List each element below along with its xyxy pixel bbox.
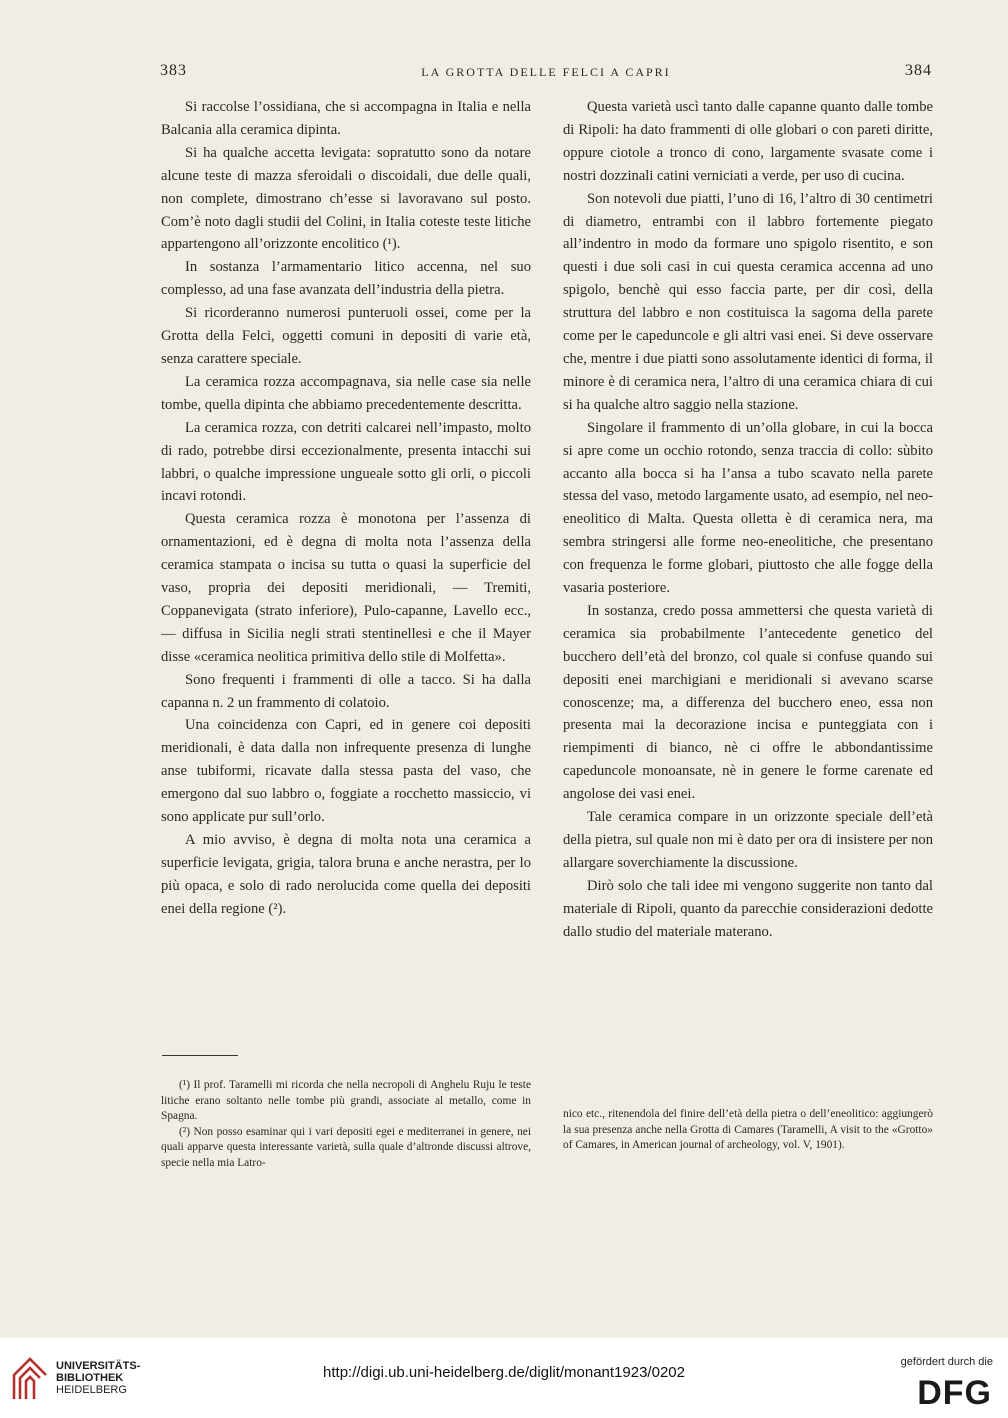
footnotes-right xyxy=(563,1107,933,1154)
footnote: (²) Non posso esaminar qui i vari depositi egei e mediterranei in genere, nei quali apparve questa interessante varietà, sulla quale d’altronde discussi altrove, specie nella mia Latro- xyxy=(161,1125,531,1169)
institution-line: BIBLIOTHEK xyxy=(56,1372,124,1384)
dfg-logo: DFG xyxy=(917,1374,992,1412)
paragraph: In sostanza, credo possa ammettersi che questa varietà di ceramica sia probabilmente l’antecedente genetico del bucchero dell’età del bronzo, col quale si confuse quando sui depositi enei marchigiani e meridionali si avevano scarse conoscenze; ma, a differenza del bucchero eneo, essa non presenta mai la decorazione incisa e punteggiata con i riempimenti di bianco, nè ci offre le abbondantissime capeduncole monoansate, nè in genere le forme carenate ed angolose dei vasi enei. xyxy=(563,602,933,803)
footnotes-left xyxy=(161,1078,531,1172)
institution-line: HEIDELBERG xyxy=(56,1384,127,1396)
page-number-left: 383 xyxy=(160,62,187,79)
document-url-link[interactable]: http://digi.ub.uni-heidelberg.de/diglit/monant1923/0202 xyxy=(323,1364,685,1381)
page-number-right: 384 xyxy=(905,62,932,79)
paragraph: Una coincidenza con Capri, ed in genere coi depositi meridionali, è data dalla non infrequente presenza di lunghe anse tubiformi, ricavate dalla stessa pasta del vaso, che emergono dal suo labbro o, foggiate a rocchetto massiccio, vi sono applicate pur sull’orlo. xyxy=(161,717,531,826)
paragraph: Tale ceramica compare in un orizzonte speciale dell’età della pietra, sul quale non mi è dato per ora di insistere per non allargare soverchiamente la discussione. xyxy=(563,809,933,871)
right-column xyxy=(563,96,933,944)
funding-note: gefördert durch die xyxy=(900,1356,993,1368)
paragraph: Questa ceramica rozza è monotona per l’assenza di ornamentazioni, ed è degna di molta nota l’assenza della ceramica stampata o incisa su tutta o quasi la superficie del vaso, propria dei depositi meridionali, — Tremiti, Coppanevigata (strato inferiore), Pulo-capanne, Lavello ecc., — diffusa in Sicilia negli strati stentinellesi e che il Mayer disse «ceramica neolitica primitiva dello stile di Molfetta». xyxy=(161,511,531,665)
left-column xyxy=(161,96,531,921)
paragraph: A mio avviso, è degna di molta nota una ceramica a superficie levigata, grigia, talora bruna e anche nerastra, per lo più opaca, e solo di rado nerolucida come quella dei depositi enei della regione (²). xyxy=(161,832,531,917)
paragraph: Si raccolse l’ossidiana, che si accompagna in Italia e nella Balcania alla ceramica dipinta. xyxy=(161,99,531,138)
digitization-footer xyxy=(0,1338,1008,1418)
running-title: LA GROTTA DELLE FELCI A CAPRI xyxy=(421,65,671,79)
paragraph: La ceramica rozza, con detriti calcarei nell’impasto, molto di rado, potrebbe dirsi eccezionalmente, presenta intacchi sui labbri, o qualche impressione ungueale sotto gli orli, o piccoli incavi rotondi. xyxy=(161,419,531,505)
paragraph: Son notevoli due piatti, l’uno di 16, l’altro di 30 centimetri di diametro, entrambi con il labbro fortemente piegato all’indentro in modo da formare uno spigolo risentito, e son questi i due soli casi in cui questa ceramica accenna ad uno spigolo, benchè qui esso faccia parte, per dir così, della struttura del labbro e non costituisca la sagoma della parete come per le capeduncole e gli altri vasi enei. Si deve osservare che, mentre i due piatti sono assolutamente identici di forma, il minore è di ceramica nera, l’altro di una ceramica chiara di cui si ha qualche altro saggio nella stazione. xyxy=(563,190,933,413)
paragraph: Questa varietà uscì tanto dalle capanne quanto dalle tombe di Ripoli: ha dato frammenti di olle globari o con pareti diritte, oppure ciotole a tronco di cono, largamente svasate come i nostri dozzinali catini verniciati a verde, per uso di cucina. xyxy=(563,99,933,184)
paragraph: Si ricorderanno numerosi punteruoli ossei, come per la Grotta della Felci, oggetti comuni in depositi di varie età, senza carattere speciale. xyxy=(161,305,531,367)
footnote: nico etc., ritenendola del finire dell’età della pietra o dell’eneolitico: aggiungerò la sua presenza anche nella Grotta di Camares (Taramelli, A visit to the «Grotto» of Camares, in American journal of archeology, vol. V, 1901). xyxy=(563,1108,933,1152)
paragraph: In sostanza l’armamentario litico accenna, nel suo complesso, ad una fase avanzata dell’industria della pietra. xyxy=(161,259,531,299)
footnote: (¹) Il prof. Taramelli mi ricorda che nella necropoli di Anghelu Ruju le teste litiche erano soltanto nelle tombe più grandi, associate al metallo, come in Spagna. xyxy=(161,1079,531,1123)
institution-line: UNIVERSITÄTS- xyxy=(56,1360,141,1372)
paragraph: La ceramica rozza accompagnava, sia nelle case sia nelle tombe, quella dipinta che abbiamo precedentemente descritta. xyxy=(161,373,531,413)
footnote-separator xyxy=(162,1055,238,1056)
paragraph: Singolare il frammento di un’olla globare, in cui la bocca si apre come un occhio rotondo, senza traccia di collo: sùbito accanto alla bocca si ha l’ansa a tubo scavato nella parete stessa del vaso, metodo largamente usato, ad esempio, nel neo-eneolitico di Malta. Questa olletta è di ceramica nera, ma sembra stringersi alle forme neo-eneolitiche, che presentano con frequenza le forme globari, piuttosto che alle fogge della vasaria posteriore. xyxy=(563,419,933,597)
paragraph: Dirò solo che tali idee mi vengono suggerite non tanto dal materiale di Ripoli, quanto da parecchie considerazioni dedotte dallo studio del materiale materano. xyxy=(563,877,933,940)
running-header xyxy=(160,62,932,86)
paragraph: Si ha qualche accetta levigata: sopratutto sono da notare alcune teste di mazza sferoidali o discoidali, due delle quali, non complete, dimostrano ch’esse si lavoravano sul posto. Com’è noto dagli studii del Colini, in Italia coteste teste litiche appartengono all’orizzonte encolitico (¹). xyxy=(161,144,531,253)
paragraph: Sono frequenti i frammenti di olle a tacco. Si ha dalla capanna n. 2 un frammento di colatoio. xyxy=(161,671,531,711)
